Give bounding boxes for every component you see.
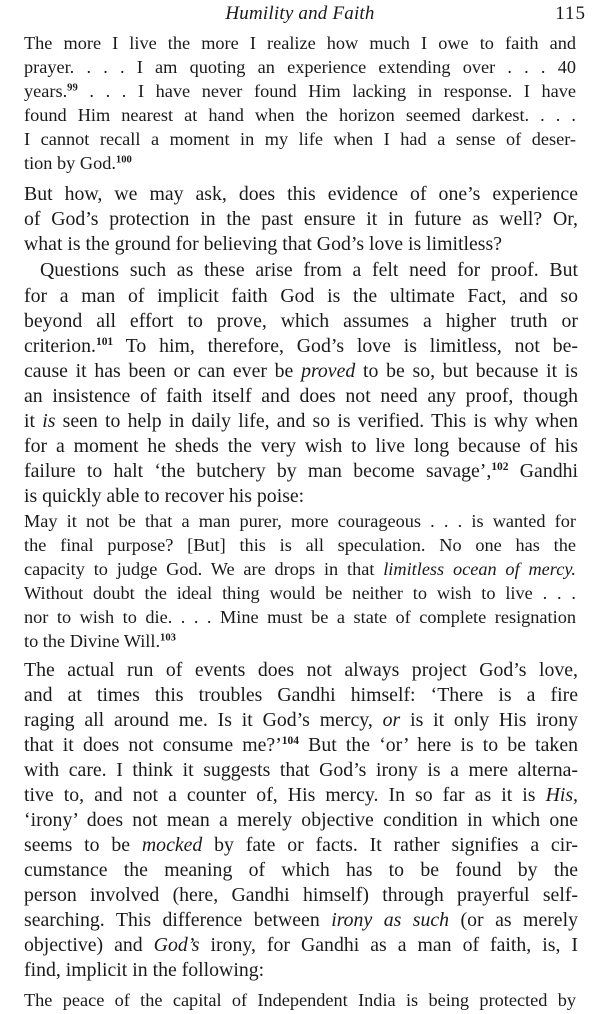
text-line bbox=[24, 834, 578, 857]
text-run: beyond all effort to prove, which assumes a higher truth or bbox=[24, 310, 578, 332]
italic-emphasis: proved bbox=[301, 360, 356, 382]
text-line bbox=[24, 511, 576, 532]
text-run: for a moment he sheds the very wish to live long because of his bbox=[24, 435, 578, 457]
text-line bbox=[24, 153, 132, 174]
text-run: seems to be bbox=[24, 834, 142, 856]
text-line bbox=[24, 734, 578, 757]
text-line bbox=[24, 460, 578, 483]
text-line bbox=[24, 659, 578, 682]
text-run: capacity to judge God. We are drops in that bbox=[24, 559, 384, 579]
running-title: Humility and Faith bbox=[225, 3, 375, 24]
italic-emphasis: is bbox=[42, 410, 56, 432]
text-line bbox=[24, 57, 576, 78]
text-line bbox=[24, 583, 576, 604]
text-line bbox=[40, 259, 578, 282]
text-run: . . . I have never found Him lacking in response. I have bbox=[77, 81, 576, 101]
text-line bbox=[24, 208, 578, 231]
text-line bbox=[24, 990, 576, 1011]
text-run: cumstance the meaning of which has to be found by the bbox=[24, 859, 578, 881]
text-line bbox=[24, 435, 578, 458]
text-run: is quickly able to recover his poise: bbox=[24, 485, 305, 507]
footnote-marker: 101 bbox=[95, 335, 114, 348]
text-line bbox=[24, 784, 578, 807]
text-run: The actual run of events does not always project God’s love, bbox=[24, 659, 578, 681]
text-line bbox=[24, 631, 176, 652]
text-line bbox=[24, 859, 578, 882]
text-run: person involved (here, Gandhi himself) through prayerful self- bbox=[24, 884, 578, 906]
text-line bbox=[24, 183, 578, 206]
text-line bbox=[24, 809, 578, 832]
text-run: But the ‘or’ here is to be taken bbox=[299, 734, 578, 756]
text-line bbox=[24, 709, 578, 732]
text-run: what is the ground for believing that God’s love is limitless? bbox=[24, 233, 502, 255]
text-run: seen to help in daily life, and so is verified. This is why when bbox=[55, 410, 578, 432]
text-line bbox=[24, 535, 576, 556]
italic-emphasis: God’s bbox=[153, 934, 200, 956]
text-run: an insistence of faith itself and does not need any proof, though bbox=[24, 385, 578, 407]
text-run: objective) and bbox=[24, 934, 154, 956]
text-line bbox=[24, 410, 578, 433]
text-run: ‘irony’ does not mean a merely objective condition in which one bbox=[24, 809, 578, 831]
text-run: and at times this troubles Gandhi himself: ‘There is a fire bbox=[24, 684, 578, 706]
footnote-marker: 99 bbox=[67, 82, 78, 94]
text-line bbox=[24, 934, 578, 957]
italic-emphasis: limitless ocean of mercy. bbox=[383, 559, 576, 579]
text-run: criterion. bbox=[24, 335, 96, 357]
text-run: the final purpose? [But] this is all speculation. No one has the bbox=[24, 535, 576, 555]
text-line bbox=[24, 81, 576, 102]
text-run: years. bbox=[24, 81, 68, 101]
text-run: Gandhi bbox=[508, 460, 578, 482]
italic-emphasis: or bbox=[382, 709, 401, 731]
text-run: Questions such as these arise from a felt need for proof. But bbox=[40, 259, 578, 281]
text-run: by fate or facts. It rather signifies a cir- bbox=[202, 834, 578, 856]
italic-emphasis: irony as such bbox=[331, 909, 450, 931]
text-run: prayer. . . . I am quoting an experience extending over . . . 40 bbox=[24, 57, 576, 77]
text-line bbox=[24, 759, 578, 782]
text-run: irony, for Gandhi as a man of faith, is, I bbox=[199, 934, 578, 956]
text-run: tion by God. bbox=[24, 153, 116, 173]
text-run: found Him nearest at hand when the horizon seemed darkest. . . . bbox=[24, 105, 576, 125]
text-run: that it does not consume me?’ bbox=[24, 734, 282, 756]
footnote-marker: 103 bbox=[160, 632, 176, 644]
text-run: of God’s protection in the past ensure it in future as well? Or, bbox=[24, 208, 578, 230]
text-line bbox=[24, 684, 578, 707]
text-line bbox=[24, 607, 576, 628]
text-run: searching. This difference between bbox=[24, 909, 332, 931]
text-line bbox=[24, 559, 576, 580]
text-line bbox=[24, 310, 578, 333]
text-run: is it only His irony bbox=[400, 709, 578, 731]
footnote-marker: 104 bbox=[281, 734, 299, 747]
text-run: May it not be that a man purer, more courageous . . . is wanted for bbox=[24, 511, 576, 531]
text-run: Without doubt the ideal thing would be neither to wish to live . . . bbox=[24, 583, 576, 603]
text-line bbox=[24, 285, 578, 308]
text-run: (or as merely bbox=[449, 909, 578, 931]
page-number: 115 bbox=[555, 3, 586, 24]
text-line bbox=[24, 360, 578, 383]
text-run: I cannot recall a moment in my life when I had a sense of deser- bbox=[24, 129, 576, 149]
italic-emphasis: mocked bbox=[141, 834, 203, 856]
text-run: But how, we may ask, does this evidence of one’s experience bbox=[24, 183, 578, 205]
text-run: nor to wish to die. . . . Mine must be a state of complete resignation bbox=[24, 607, 576, 627]
text-line bbox=[24, 485, 304, 508]
footnote-marker: 102 bbox=[491, 460, 509, 473]
text-run: The more I live the more I realize how much I owe to faith and bbox=[24, 33, 576, 53]
text-line bbox=[24, 105, 576, 126]
text-run: tive to, and not a counter of, His mercy. In so far as it is bbox=[24, 784, 546, 806]
text-line bbox=[24, 129, 576, 150]
running-header bbox=[0, 0, 600, 26]
text-line bbox=[24, 884, 578, 907]
footnote-marker: 100 bbox=[115, 154, 132, 166]
text-line bbox=[24, 909, 578, 932]
text-line bbox=[24, 33, 576, 54]
text-run: find, implicit in the following: bbox=[24, 959, 265, 981]
text-run: to be so, but because it is bbox=[355, 360, 578, 382]
text-line bbox=[24, 385, 578, 408]
text-line bbox=[24, 233, 502, 256]
italic-emphasis: His, bbox=[545, 784, 578, 806]
text-run: failure to halt ‘the butchery by man become savage’, bbox=[24, 460, 492, 482]
text-line bbox=[24, 959, 264, 982]
text-run: The peace of the capital of Independent India is being protected by bbox=[24, 990, 576, 1010]
text-run: for a man of implicit faith God is the ultimate Fact, and so bbox=[24, 285, 578, 307]
text-run: with care. I think it suggests that God’s irony is a mere alterna- bbox=[24, 759, 578, 781]
text-run: to the Divine Will. bbox=[24, 631, 161, 651]
text-run: raging all around me. Is it God’s mercy, bbox=[24, 709, 383, 731]
text-line bbox=[24, 335, 578, 358]
text-run: To him, therefore, God’s love is limitless, not be- bbox=[113, 335, 578, 357]
text-run: it bbox=[24, 410, 43, 432]
text-run: cause it has been or can ever be bbox=[24, 360, 302, 382]
